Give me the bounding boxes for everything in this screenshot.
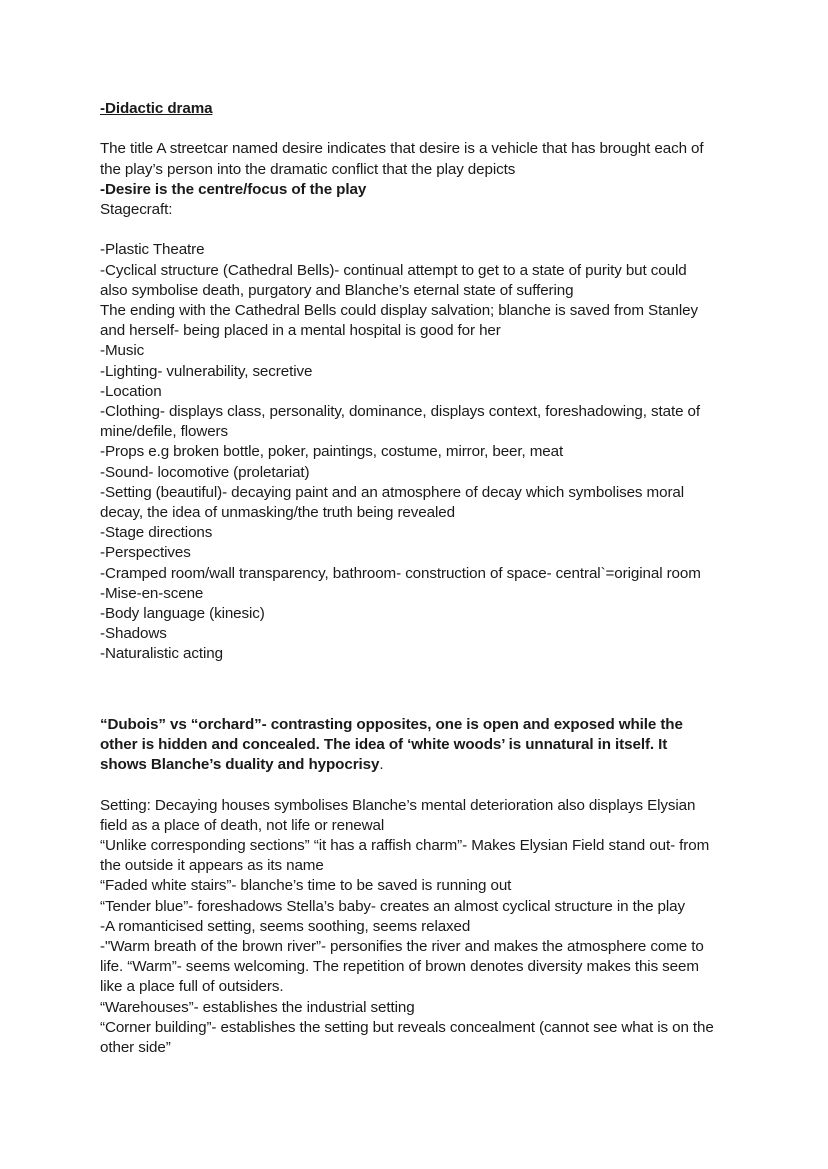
spacer — [100, 775, 740, 795]
paragraph-line: other is hidden and concealed. The idea of ‘white woods’ is unnatural in itself. It — [100, 736, 668, 754]
list-item: -Perspectives — [100, 544, 191, 562]
paragraph-line: life. “Warm”- seems welcoming. The repetition of brown denotes diversity makes this seem — [100, 958, 699, 976]
period: . — [379, 756, 384, 774]
paragraph-line: “Faded white stairs”- blanche’s time to be saved is running out — [100, 877, 512, 895]
list-item: -Cyclical structure (Cathedral Bells)- continual attempt to get to a state of purity but could — [100, 261, 687, 279]
paragraph-line: “Unlike corresponding sections” “it has a raffish charm”- Makes Elysian Field stand out- from — [100, 837, 710, 855]
list-item: -Music — [100, 342, 145, 360]
intro-line: The title A streetcar named desire indicates that desire is a vehicle that has brought each of — [100, 140, 704, 158]
stagecraft-label: Stagecraft: — [100, 201, 173, 218]
list-item: mine/defile, flowers — [100, 423, 228, 441]
dubois-paragraph — [100, 715, 740, 776]
list-item: also symbolise death, purgatory and Blanche’s eternal state of suffering — [100, 281, 574, 299]
spacer — [100, 685, 740, 715]
list-item: and herself- being placed in a mental hospital is good for her — [100, 322, 501, 340]
list-item: -Location — [100, 382, 162, 400]
list-item: -Setting (beautiful)- decaying paint and an atmosphere of decay which symbolises moral — [100, 483, 685, 501]
paragraph-line: -"Warm breath of the brown river”- personifies the river and makes the atmosphere come to — [100, 938, 704, 956]
paragraph-line: “Corner building”- establishes the setting but reveals concealment (cannot see what is on the — [100, 1018, 714, 1036]
paragraph-line: “Tender blue”- foreshadows Stella’s baby- creates an almost cyclical structure in the play — [100, 897, 685, 915]
spacer — [100, 119, 740, 139]
list-item: -Mise-en-scene — [100, 584, 204, 602]
list-item: -Lighting- vulnerability, secretive — [100, 362, 313, 380]
list-item: -Naturalistic acting — [100, 645, 223, 663]
list-item: -Stage directions — [100, 524, 213, 542]
spacer — [100, 665, 740, 685]
spacer — [100, 220, 740, 240]
paragraph-line: other side” — [100, 1039, 171, 1057]
paragraph-line: -A romanticised setting, seems soothing, seems relaxed — [100, 917, 471, 935]
paragraph-line: Setting: Decaying houses symbolises Blanche’s mental deterioration also displays Elysian — [100, 796, 696, 814]
paragraph-line: shows Blanche’s duality and hypocrisy — [100, 756, 380, 774]
list-item: -Props e.g broken bottle, poker, paintings, costume, mirror, beer, meat — [100, 443, 564, 461]
section-title: -Didactic drama — [100, 100, 213, 117]
list-item: -Plastic Theatre — [100, 241, 205, 259]
list-item: decay, the idea of unmasking/the truth being revealed — [100, 504, 455, 522]
list-item: -Sound- locomotive (proletariat) — [100, 463, 310, 481]
paragraph-line: “Warehouses”- establishes the industrial setting — [100, 998, 415, 1016]
list-item: -Body language (kinesic) — [100, 605, 265, 623]
paragraph-line: like a place full of outsiders. — [100, 978, 284, 996]
document-page — [100, 99, 740, 1058]
list-item: The ending with the Cathedral Bells could display salvation; blanche is saved from Stanley — [100, 302, 698, 319]
stagecraft-list — [100, 240, 740, 664]
paragraph-line: “Dubois” vs “orchard”- contrasting opposites, one is open and exposed while the — [100, 715, 683, 733]
list-item: -Clothing- displays class, personality, dominance, displays context, foreshadowing, state of — [100, 403, 701, 421]
desire-heading: -Desire is the centre/focus of the play — [100, 180, 367, 198]
list-item: -Cramped room/wall transparency, bathroom- construction of space- central`=original room — [100, 564, 701, 582]
setting-paragraph — [100, 796, 740, 1059]
paragraph-line: the outside it appears as its name — [100, 857, 324, 875]
list-item: -Shadows — [100, 625, 167, 643]
intro-line: the play’s person into the dramatic conflict that the play depicts — [100, 160, 516, 178]
paragraph-line: field as a place of death, not life or renewal — [100, 816, 385, 834]
